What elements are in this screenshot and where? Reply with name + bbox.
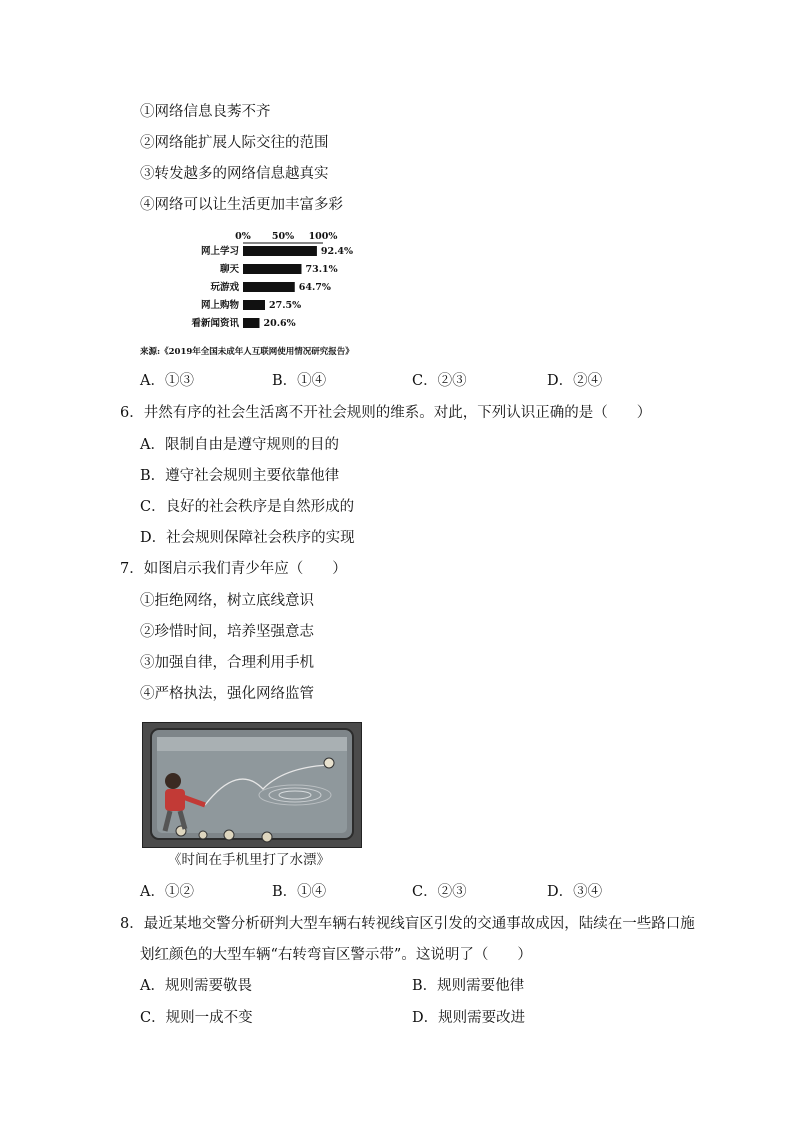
axis-tick-label: 50% (271, 231, 295, 242)
chart-source: 来源:《2019年全国未成年人互联网使用情况研究报告》 (140, 347, 354, 357)
category-label: 网上学习 (200, 246, 239, 257)
q8-option-a: A．规则需要敬畏 (140, 978, 252, 994)
q6-stem: 6．井然有序的社会生活离不开社会规则的维系。对此，下列认识正确的是（ ） (120, 405, 652, 421)
q5-item-4: ④网络可以让生活更加丰富多彩 (140, 197, 343, 213)
q8-option-c: C．规则一成不变 (140, 1010, 253, 1026)
q5-option-c: C．②③ (412, 373, 467, 389)
value-label: 20.6% (263, 318, 296, 329)
q5-item-2: ②网络能扩展人际交往的范围 (140, 135, 329, 151)
q7-option-c: C．②③ (412, 884, 467, 900)
q8-option-b: B．规则需要他律 (412, 978, 525, 994)
value-label: 64.7% (298, 282, 331, 293)
category-label: 聊天 (219, 264, 239, 275)
q7-item-4: ④严格执法，强化网络监管 (140, 686, 314, 702)
q7-option-d: D．③④ (547, 884, 603, 900)
q7-option-a: A．①② (140, 884, 194, 900)
comic-illustration (142, 722, 362, 848)
q8-stem-line-2: 划红颜色的大型车辆“右转弯盲区警示带”。这说明了（ ） (140, 947, 532, 963)
q5-option-d: D．②④ (547, 373, 603, 389)
q7-stem: 7．如图启示我们青少年应（ ） (120, 561, 347, 577)
bar (243, 264, 301, 274)
q8-option-d: D．规则需要改进 (412, 1010, 526, 1026)
bar (243, 300, 265, 310)
q5-item-1: ①网络信息良莠不齐 (140, 104, 271, 120)
value-label: 73.1% (305, 264, 338, 275)
q7-option-b: B．①④ (272, 884, 327, 900)
q7-item-2: ②珍惜时间，培养坚强意志 (140, 624, 314, 640)
axis-tick-label: 100% (308, 231, 338, 242)
phone-water-drawing (143, 723, 361, 847)
q5-option-b: B．①④ (272, 373, 327, 389)
category-label: 玩游戏 (210, 282, 239, 293)
axis-tick-label: 0% (235, 231, 251, 242)
q7-item-1: ①拒绝网络，树立底线意识 (140, 593, 314, 609)
category-label: 看新闻资讯 (191, 318, 239, 329)
category-label: 网上购物 (200, 300, 239, 311)
value-label: 27.5% (269, 300, 302, 311)
internet-usage-chart (140, 228, 400, 360)
q6-option-c: C．良好的社会秩序是自然形成的 (140, 499, 355, 515)
q6-option-a: A．限制自由是遵守规则的目的 (140, 437, 339, 453)
comic-caption: 《时间在手机里打了水漂》 (168, 852, 330, 868)
q8-stem-line-1: 8．最近某地交警分析研判大型车辆右转视线盲区引发的交通事故成因，陆续在一些路口施 (120, 916, 695, 932)
q5-option-a: A．①③ (140, 373, 194, 389)
bar (243, 246, 317, 256)
q7-item-3: ③加强自律，合理利用手机 (140, 655, 314, 671)
q5-item-3: ③转发越多的网络信息越真实 (140, 166, 329, 182)
bar (243, 318, 259, 328)
q6-option-d: D．社会规则保障社会秩序的实现 (140, 530, 355, 546)
value-label: 92.4% (320, 246, 354, 257)
bar (243, 282, 295, 292)
q6-option-b: B．遵守社会规则主要依靠他律 (140, 468, 340, 484)
